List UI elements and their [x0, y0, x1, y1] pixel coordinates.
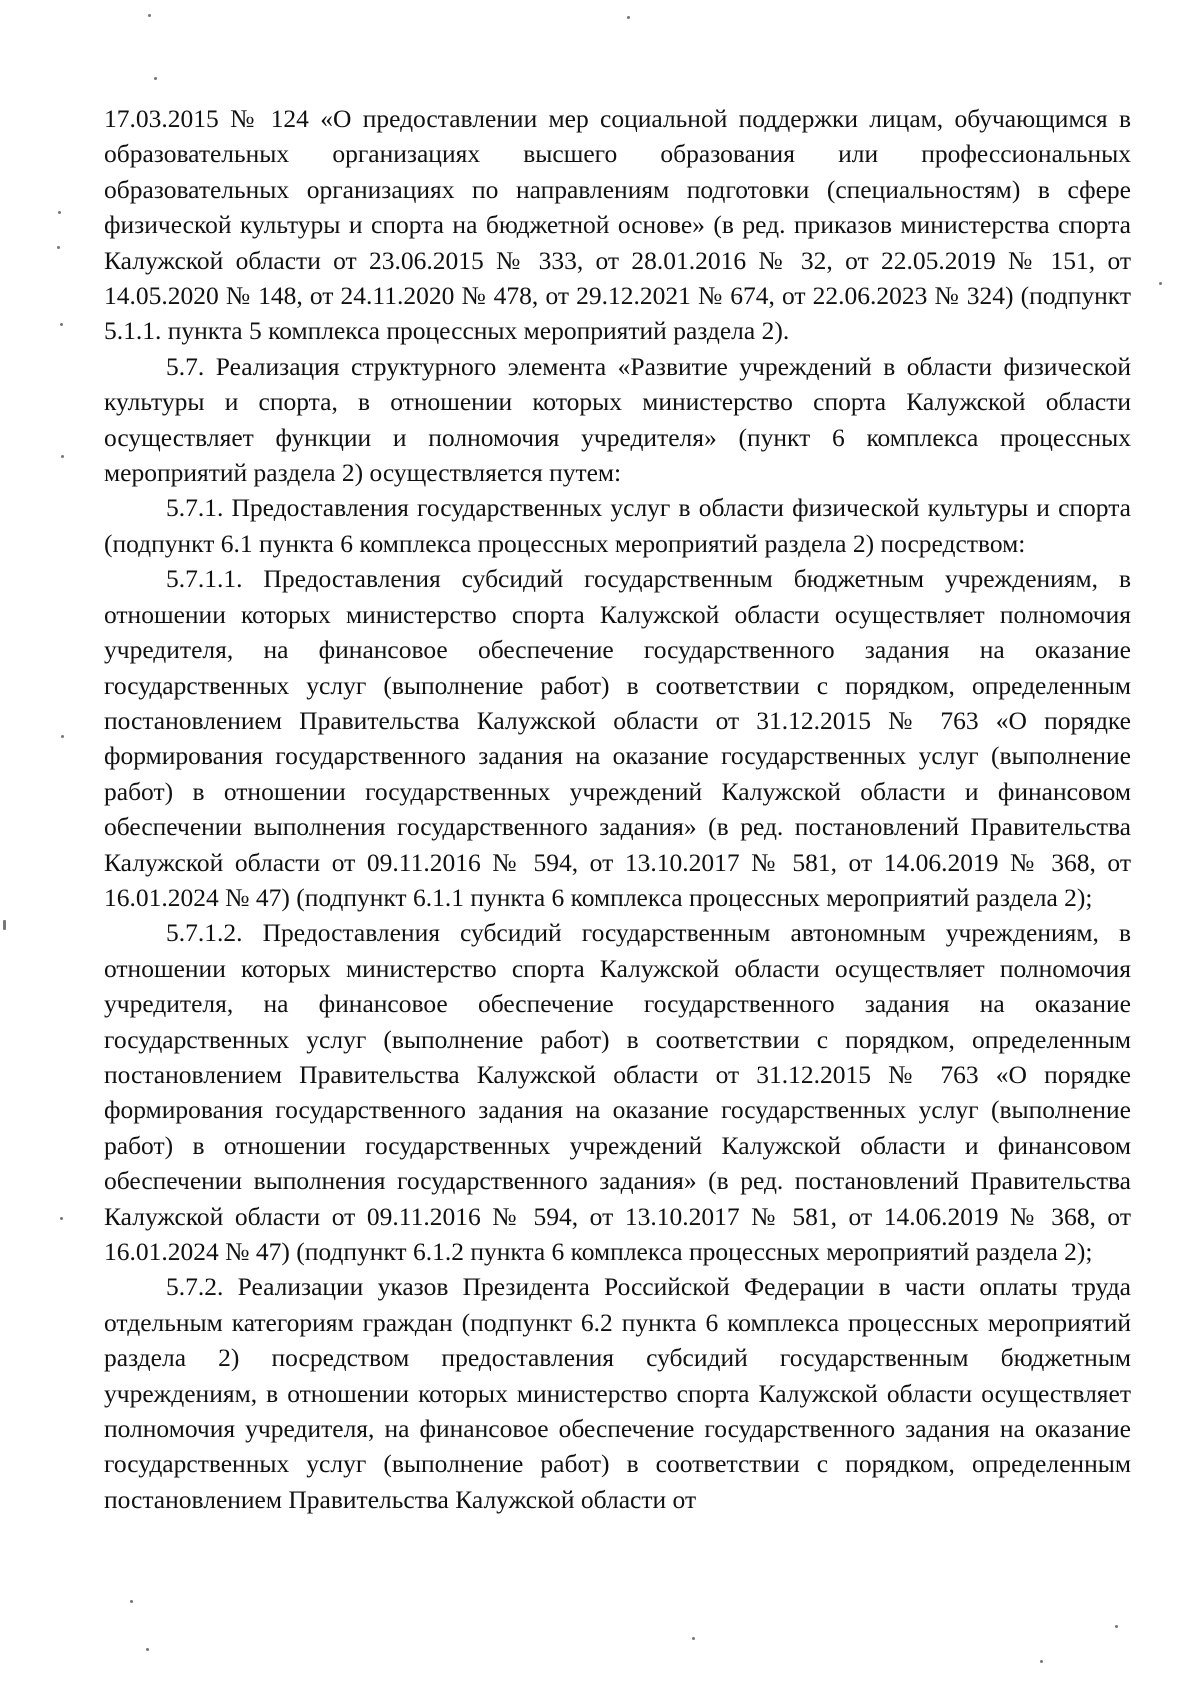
- scan-speck: [146, 1648, 149, 1651]
- scan-speck: [57, 246, 60, 249]
- scan-speck: [61, 455, 64, 458]
- paragraph-5-7: 5.7. Реализация структурного элемента «Развитие учреждений в области физической культуры и спорта, в отношении которых министерство спорта Калужской области осуществляет функции и полномочия учредителя» (пункт 6 комплекса процессных мероприятий раздела 2) осуществляется путем:: [104, 351, 1131, 488]
- scan-speck: [1159, 282, 1162, 285]
- scan-speck: [130, 1600, 133, 1603]
- scan-speck: [1115, 1625, 1118, 1628]
- paragraph-5-7-2: 5.7.2. Реализации указов Президента Российской Федерации в части оплаты труда отдельным категориям граждан (подпункт 6.2 пункта 6 комплекса процессных мероприятий раздела 2) посредством предоставления субсидий государственным бюджетным учреждениям, в отношении которых министерство спорта Калужской области осуществляет полномочия учредителя, на финансовое обеспечение государственного задания на оказание государственных услуг (выполнение работ) в соответствии с порядком, определенным постановлением Правительства Калужской области от: [104, 1272, 1131, 1514]
- paragraph-order-124-continuation: 17.03.2015 № 124 «О предоставлении мер социальной поддержки лицам, обучающимся в образовательных организациях высшего образования или профессиональных образовательных организациях по направлениям подготовки (специальностям) в сфере физической культуры и спорта на бюджетной основе» (в ред. приказов министерства спорта Калужской области от 23.06.2015 № 333, от 28.01.2016 № 32, от 22.05.2019 № 151, от 14.05.2020 № 148, от 24.11.2020 № 478, от 29.12.2021 № 674, от 22.06.2023 № 324) (подпункт 5.1.1. пункта 5 комплекса процессных мероприятий раздела 2).: [104, 104, 1131, 346]
- scan-speck: [627, 16, 630, 19]
- scan-speck: [60, 1217, 63, 1220]
- paragraph-5-7-1: 5.7.1. Предоставления государственных услуг в области физической культуры и спорта (подпункт 6.1 пункта 6 комплекса процессных мероприятий раздела 2) посредством:: [104, 493, 1131, 558]
- scan-speck: [61, 735, 64, 738]
- scan-speck: [58, 211, 61, 214]
- scan-speck: [692, 1637, 695, 1640]
- scan-speck: [60, 323, 63, 326]
- paragraph-5-7-1-1: 5.7.1.1. Предоставления субсидий государственным бюджетным учреждениям, в отношении которых министерство спорта Калужской области осуществляет полномочия учредителя, на финансовое обеспечение государственного задания на оказание государственных услуг (выполнение работ) в соответствии с порядком, определенным постановлением Правительства Калужской области от 31.12.2015 № 763 «О порядке формирования государственного задания на оказание государственных услуг (выполнение работ) в отношении государственных учреждений Калужской области и финансовом обеспечении выполнения государственного задания» (в ред. постановлений Правительства Калужской области от 09.11.2016 № 594, от 13.10.2017 № 581, от 14.06.2019 № 368, от 16.01.2024 № 47) (подпункт 6.1.1 пункта 6 комплекса процессных мероприятий раздела 2);: [104, 564, 1131, 912]
- scan-speck: [3, 920, 6, 930]
- document-body: [104, 101, 1131, 1517]
- scan-speck: [154, 77, 157, 80]
- scan-speck: [148, 14, 151, 17]
- paragraph-5-7-1-2: 5.7.1.2. Предоставления субсидий государственным автономным учреждениям, в отношении которых министерство спорта Калужской области осуществляет полномочия учредителя, на финансовое обеспечение государственного задания на оказание государственных услуг (выполнение работ) в соответствии с порядком, определенным постановлением Правительства Калужской области от 31.12.2015 № 763 «О порядке формирования государственного задания на оказание государственных услуг (выполнение работ) в отношении государственных учреждений Калужской области и финансовом обеспечении выполнения государственного задания» (в ред. постановлений Правительства Калужской области от 09.11.2016 № 594, от 13.10.2017 № 581, от 14.06.2019 № 368, от 16.01.2024 № 47) (подпункт 6.1.2 пункта 6 комплекса процессных мероприятий раздела 2);: [104, 918, 1131, 1266]
- scan-speck: [1040, 1660, 1043, 1663]
